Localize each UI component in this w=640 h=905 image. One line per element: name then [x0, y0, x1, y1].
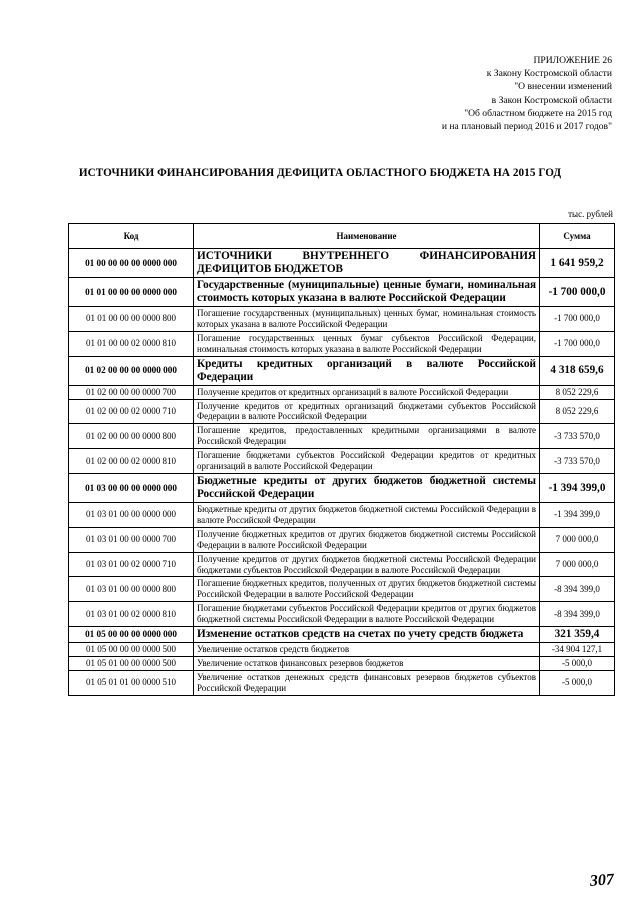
- cell-name: Получение кредитов от кредитных организаций бюджетами субъектов Российской Федерации в валюте Российской Федерации: [194, 399, 540, 424]
- table-body: [69, 249, 615, 696]
- table-row: [69, 249, 615, 278]
- cell-code: 01 03 01 00 00 0000 800: [69, 577, 194, 602]
- appendix-line: "Об областном бюджете на 2015 год: [464, 107, 612, 119]
- appendix-line: и на плановый период 2016 и 2017 годов": [441, 121, 612, 133]
- cell-name: Изменение остатков средств на счетах по учету средств бюджета: [194, 627, 540, 643]
- cell-code: 01 01 00 00 02 0000 810: [69, 331, 194, 356]
- cell-code: 01 03 01 00 02 0000 710: [69, 552, 194, 577]
- cell-sum: 7 000 000,0: [540, 552, 615, 577]
- table-row: [69, 278, 615, 307]
- cell-code: 01 02 00 00 00 0000 700: [69, 385, 194, 399]
- cell-sum: -1 394 399,0: [540, 502, 615, 527]
- cell-name: Государственные (муниципальные) ценные бумаги, номинальная стоимость которых указана в валюте Российской Федерации: [194, 278, 540, 307]
- table-row: [69, 424, 615, 449]
- cell-sum: -1 394 399,0: [540, 473, 615, 502]
- cell-sum: -1 700 000,0: [540, 278, 615, 307]
- cell-name: Получение кредитов от кредитных организаций в валюте Российской Федерации: [194, 385, 540, 399]
- table-row: [69, 473, 615, 502]
- cell-code: 01 03 00 00 00 0000 000: [69, 473, 194, 502]
- table-row: [69, 527, 615, 552]
- cell-code: 01 05 00 00 00 0000 500: [69, 643, 194, 657]
- cell-name: Получение кредитов от других бюджетов бюджетной системы Российской Федерации бюджетами субъектов Российской Федерации в валюте Российской Федерации: [194, 552, 540, 577]
- header-name: Наименование: [194, 224, 540, 249]
- cell-sum: -3 733 570,0: [540, 424, 615, 449]
- cell-name: Погашение государственных (муниципальных) ценных бумаг, номинальная стоимость которых указана в валюте Российской Федерации: [194, 307, 540, 332]
- cell-name: Увеличение остатков финансовых резервов бюджетов: [194, 656, 540, 670]
- table-row: [69, 331, 615, 356]
- table-header-row: [69, 224, 615, 249]
- cell-code: 01 02 00 00 00 0000 000: [69, 356, 194, 385]
- table-row: [69, 307, 615, 332]
- table-row: [69, 552, 615, 577]
- table-row: [69, 577, 615, 602]
- cell-code: 01 02 00 00 02 0000 810: [69, 449, 194, 474]
- cell-name: ИСТОЧНИКИ ВНУТРЕННЕГО ФИНАНСИРОВАНИЯ ДЕФИЦИТОВ БЮДЖЕТОВ: [194, 249, 540, 278]
- header-code: Код: [69, 224, 194, 249]
- cell-code: 01 05 00 00 00 0000 000: [69, 627, 194, 643]
- appendix-line: к Закону Костромской области: [486, 68, 612, 80]
- cell-code: 01 01 00 00 00 0000 800: [69, 307, 194, 332]
- cell-sum: -1 700 000,0: [540, 307, 615, 332]
- cell-name: Погашение бюджетами субъектов Российской Федерации кредитов от других бюджетов бюджетной системы Российской Федерации в валюте Российской Федерации: [194, 602, 540, 627]
- cell-code: 01 02 00 00 02 0000 710: [69, 399, 194, 424]
- cell-name: Бюджетные кредиты от других бюджетов бюджетной системы Российской Федерации в валюте Российской Федерации: [194, 502, 540, 527]
- cell-name: Увеличение остатков денежных средств финансовых резервов бюджетов субъектов Российской Федерации: [194, 670, 540, 695]
- cell-sum: 4 318 659,6: [540, 356, 615, 385]
- cell-code: 01 05 01 00 00 0000 500: [69, 656, 194, 670]
- appendix-line: "О внесении изменений: [514, 81, 612, 93]
- cell-sum: 8 052 229,6: [540, 385, 615, 399]
- cell-sum: -8 394 399,0: [540, 602, 615, 627]
- cell-sum: -5 000,0: [540, 656, 615, 670]
- cell-name: Увеличение остатков средств бюджетов: [194, 643, 540, 657]
- cell-code: 01 03 01 00 00 0000 700: [69, 527, 194, 552]
- cell-sum: 1 641 959,2: [540, 249, 615, 278]
- cell-code: 01 05 01 01 00 0000 510: [69, 670, 194, 695]
- table-row: [69, 656, 615, 670]
- cell-code: 01 00 00 00 00 0000 000: [69, 249, 194, 278]
- cell-name: Получение бюджетных кредитов от других бюджетов бюджетной системы Российской Федерации в валюте Российской Федерации: [194, 527, 540, 552]
- cell-name: Погашение государственных ценных бумаг субъектов Российской Федерации, номинальная стоимость которых указана в валюте Российской Федерации: [194, 331, 540, 356]
- cell-code: 01 01 00 00 00 0000 000: [69, 278, 194, 307]
- cell-name: Погашение кредитов, предоставленных кредитными организациями в валюте Российской Федерации: [194, 424, 540, 449]
- table-row: [69, 449, 615, 474]
- table-row: [69, 399, 615, 424]
- units-label: тыс. рублей: [568, 209, 613, 219]
- header-sum: Сумма: [540, 224, 615, 249]
- table-row: [69, 502, 615, 527]
- cell-sum: -34 904 127,1: [540, 643, 615, 657]
- table-row: [69, 385, 615, 399]
- document-title: ИСТОЧНИКИ ФИНАНСИРОВАНИЯ ДЕФИЦИТА ОБЛАСТНОГО БЮДЖЕТА НА 2015 ГОД: [78, 167, 562, 179]
- cell-name: Погашение бюджетами субъектов Российской Федерации кредитов от кредитных организаций в валюте Российской Федерации: [194, 449, 540, 474]
- appendix-header: [312, 54, 612, 133]
- table-row: [69, 670, 615, 695]
- cell-code: 01 03 01 00 02 0000 810: [69, 602, 194, 627]
- cell-sum: -3 733 570,0: [540, 449, 615, 474]
- table-row: [69, 627, 615, 643]
- cell-code: 01 03 01 00 00 0000 000: [69, 502, 194, 527]
- table-row: [69, 643, 615, 657]
- cell-name: Кредиты кредитных организаций в валюте Российской Федерации: [194, 356, 540, 385]
- cell-name: Бюджетные кредиты от других бюджетов бюджетной системы Российской Федерации: [194, 473, 540, 502]
- page-number: 307: [589, 871, 615, 890]
- appendix-line: в Закон Костромской области: [491, 94, 612, 106]
- cell-name: Погашение бюджетных кредитов, полученных от других бюджетов бюджетной системы Российской Федерации в валюте Российской Федерации: [194, 577, 540, 602]
- table-row: [69, 602, 615, 627]
- budget-table: [68, 223, 615, 696]
- cell-sum: 8 052 229,6: [540, 399, 615, 424]
- cell-sum: -1 700 000,0: [540, 331, 615, 356]
- cell-sum: -5 000,0: [540, 670, 615, 695]
- cell-code: 01 02 00 00 00 0000 800: [69, 424, 194, 449]
- table-row: [69, 356, 615, 385]
- cell-sum: -8 394 399,0: [540, 577, 615, 602]
- cell-sum: 7 000 000,0: [540, 527, 615, 552]
- cell-sum: 321 359,4: [540, 627, 615, 643]
- appendix-line: ПРИЛОЖЕНИЕ 26: [533, 55, 612, 66]
